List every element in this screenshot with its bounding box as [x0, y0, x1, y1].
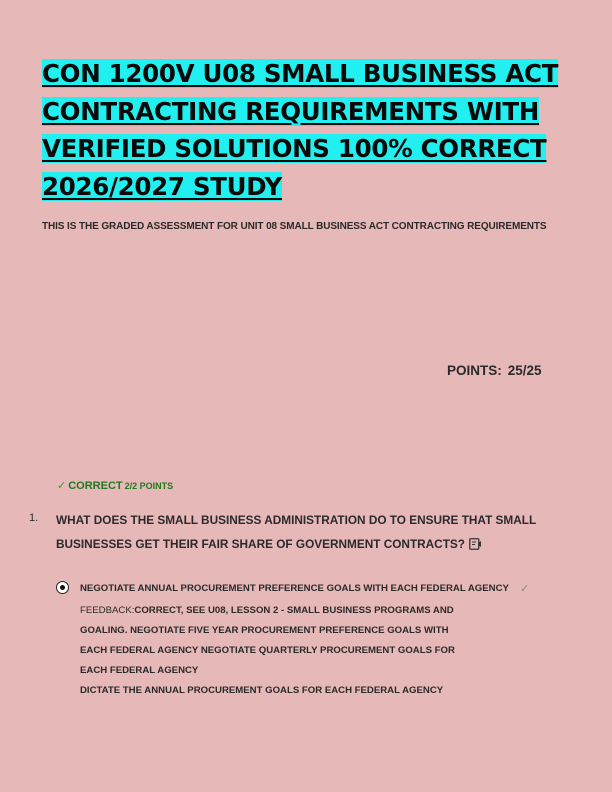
document-title-text: CON 1200V U08 SMALL BUSINESS ACT CONTRACTING REQUIREMENTS WITH VERIFIED SOLUTIONS 100% CORRECT 2026/2027 STUDY — [42, 59, 559, 201]
feedback-text: CORRECT, SEE U08, LESSON 2 - SMALL BUSINESS PROGRAMS AND — [134, 605, 454, 616]
question-text-block — [56, 508, 556, 558]
answer-option-label: NEGOTIATE ANNUAL PROCUREMENT PREFERENCE GOALS WITH EACH FEDERAL AGENCY — [80, 583, 509, 594]
document-title — [42, 55, 567, 205]
answer-option-line: EACH FEDERAL AGENCY NEGOTIATE QUARTERLY PROCUREMENT GOALS FOR — [80, 645, 455, 656]
check-icon: ✓ — [520, 583, 530, 595]
feedback-line — [80, 601, 480, 621]
answer-option-selected[interactable] — [56, 581, 556, 597]
check-icon: ✓ — [57, 480, 67, 492]
document-subtitle: THIS IS THE GRADED ASSESSMENT FOR UNIT 08 SMALL BUSINESS ACT CONTRACTING REQUIREMENTS — [42, 221, 547, 232]
result-badge — [57, 476, 173, 494]
answer-option-line: EACH FEDERAL AGENCY — [80, 665, 199, 676]
question-number: 1. — [29, 512, 39, 524]
score-label: POINTS: — [447, 363, 502, 378]
answer-feedback — [80, 601, 480, 701]
radio-selected-icon[interactable] — [56, 581, 69, 594]
score-value: 25/25 — [507, 363, 542, 378]
question-text: WHAT DOES THE SMALL BUSINESS ADMINISTRATION DO TO ENSURE THAT SMALL BUSINESSES GET THEIR FAIR SHARE OF GOVERNMENT CONTRACTS? — [56, 513, 536, 551]
result-status: CORRECT — [68, 480, 123, 492]
answer-option-line: DICTATE THE ANNUAL PROCUREMENT GOALS FOR EACH FEDERAL AGENCY — [80, 685, 444, 696]
answer-option-line: GOALING. NEGOTIATE FIVE YEAR PROCUREMENT PREFERENCE GOALS WITH — [80, 625, 449, 636]
feedback-label: FEEDBACK: — [80, 605, 135, 616]
score-summary — [447, 363, 542, 378]
text-to-speech-icon[interactable] — [469, 534, 483, 558]
result-points: 2/2 POINTS — [124, 481, 174, 491]
